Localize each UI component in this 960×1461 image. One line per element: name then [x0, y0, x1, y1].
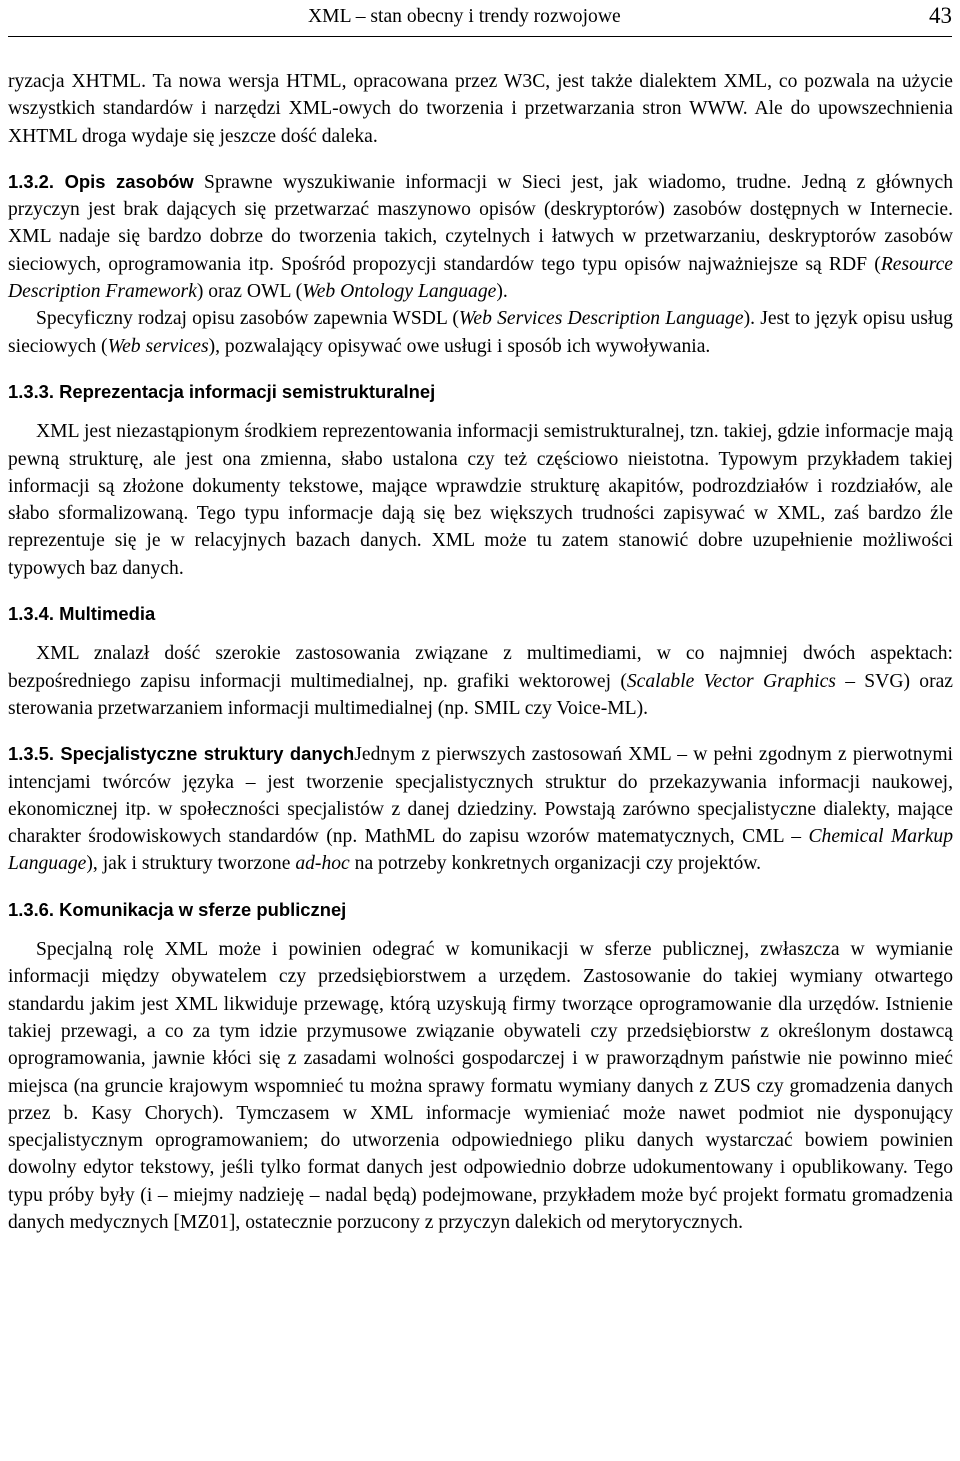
running-header: [8, 0, 952, 37]
section-1-3-2-paragraph-1: 1.3.2. Opis zasobów Sprawne wyszukiwanie informacji w Sieci jest, jak wiadomo, trudne. Jedną z głównych przyczyn jest brak dających się przetwarzać maszynowo opisów (deskryptorów) zasobów dostępnych w Internecie. XML nadaje się bardzo dobrze do tworzenia takich, czytelnych i łatwych w przetwarzaniu, deskryptorów zasobów sieciowych, oprogramowania itp. Spośród propozycji standardów tego typu opisów najważniejsze są RDF (Resource Description Framework) oraz OWL (Web Ontology Language).: [8, 170, 953, 303]
section-heading-1-3-4: 1.3.4. Multimedia: [8, 603, 156, 625]
section-1-3-5-paragraph: 1.3.5. Specjalistyczne struktury danychJednym z pierwszych zastosowań XML – w pełni zgodnym z pierwotnymi intencjami twórców języka – jest tworzenie specjalistycznych struktur do przekazywania informacji naukowej, ekonomicznej itp. w społeczności specjalistów z danej dziedziny. Powstają zarówno specjalistyczne dialekty, mające charakter środowiskowych standardów (np. MathML do zapisu wzorów matematycznych, CML – Chemical Markup Language), jak i struktury tworzone ad-hoc na potrzeby konkretnych organizacji czy projektów.: [8, 743, 954, 875]
section-heading-1-3-6: 1.3.6. Komunikacja w sferze publicznej: [8, 898, 347, 920]
section-1-3-2-paragraph-2: Specyficzny rodzaj opisu zasobów zapewnia WSDL (Web Services Description Language). Jest to język opisu usług sieciowych (Web services), pozwalający opisywać owe usługi i sposób ich wywoływania.: [8, 308, 953, 357]
intro-paragraph: ryzacja XHTML. Ta nowa wersja HTML, opracowana przez W3C, jest także dialektem XML, co pozwala na użycie wszystkich standardów i narzędzi XML-owych do tworzenia i przetwarzania stron WWW. Ale do upowszechnienia XHTML droga wydaje się jeszcze dość daleka.: [8, 71, 953, 147]
document-body: [8, 68, 953, 1236]
page-number: 43: [929, 3, 952, 28]
running-title: XML – stan obecny i trendy rozwojowe: [308, 6, 621, 27]
section-heading-1-3-3: 1.3.3. Reprezentacja informacji semistrukturalnej: [8, 380, 436, 402]
section-1-3-6-paragraph: Specjalną rolę XML może i powinien odegrać w komunikacji w sferze publicznej, zwłaszcza w wymianie informacji między obywatelem czy przedsiębiorstwem a urzędem. Zastosowanie do takiej wymiany otwartego standardu jakim jest XML likwiduje przewagę, którą uzyskują firmy tworzące oprogramowanie dla urzędów. Istnienie takiej przewagi, a co za tym idzie przymusowe związanie obywateli czy przedsiębiorstw z określonym dostawcą oprogramowania, jawnie kłóci się z zasadami wolności gospodarczej i w praworządnym państwie nie powinno mieć miejsca (na gruncie krajowym wspomnieć tu można sprawy formatu wymiany danych z ZUS czy gromadzenia danych przez b. Kasy Chorych). Tymczasem w XML informacje wymieniać może nawet podmiot nie dysponujący specjalistycznym oprogramowaniem; do utworzenia odpowiedniego pliku danych wystarczać bowiem powinien dowolny edytor tekstowy, jeśli tylko format danych jest odpowiednio dobrze udokumentowany i opublikowany. Tego typu próby były (i – miejmy nadzieję – nadal będą) podejmowane, przykładem może być projekt formatu gromadzenia danych medycznych [MZ01], ostatecznie porzucony z przyczyn dalekich od merytorycznych.: [8, 939, 953, 1233]
section-heading-1-3-2: 1.3.2. Opis zasobów: [8, 170, 194, 192]
section-1-3-3-paragraph: XML jest niezastąpionym środkiem reprezentowania informacji semistrukturalnej, tzn. takiej, gdzie informacje mają pewną strukturę, ale jest ona zmienna, słabo ustalona czy też częściowo nieistotna. Typowym przykładem takiej informacji są złożone dokumenty tekstowe, mające wprawdzie strukturę akapitów, podrozdziałów i rozdziałów, ale słabo sformalizowaną. Tego typu informacje dają się bez większych trudności zapisywać w XML, zaś bardzo źle reprezentuje się je w relacyjnych bazach danych. XML może tu zatem stanowić dobre uzupełnienie możliwości typowych baz danych.: [8, 421, 953, 579]
section-heading-1-3-5: 1.3.5. Specjalistyczne struktury danych: [8, 743, 355, 765]
section-1-3-4-paragraph: XML znalazł dość szerokie zastosowania związane z multimediami, w co najmniej dwóch aspektach: bezpośredniego zapisu informacji multimedialnej, np. grafiki wektorowej (Scalable Vector Graphics – SVG) oraz sterowania przetwarzaniem informacji multimedialnej (np. SMIL czy Voice-ML).: [8, 643, 953, 719]
